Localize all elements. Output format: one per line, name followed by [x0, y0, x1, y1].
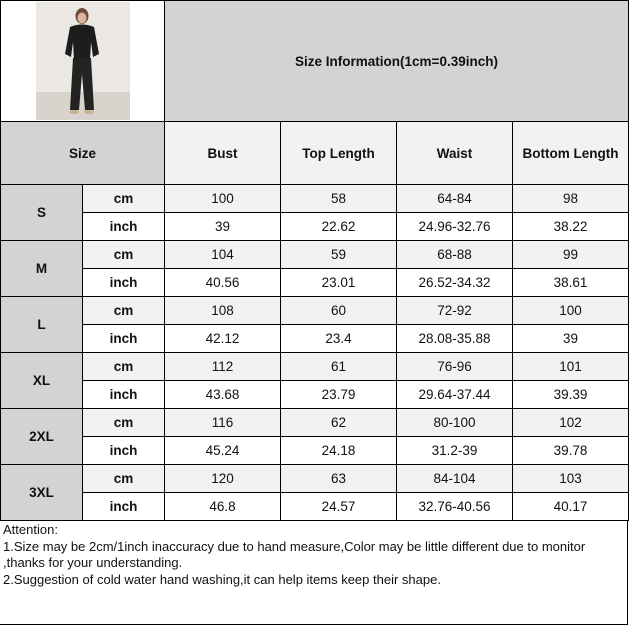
measurement-cell: 98: [513, 185, 629, 213]
measurement-cell: 116: [165, 409, 281, 437]
product-photo-cell: [1, 1, 165, 122]
size-row-cm: [1, 185, 629, 213]
product-photo: [36, 2, 130, 120]
measurement-cell: 39.39: [513, 381, 629, 409]
unit-label-cell: cm: [83, 465, 165, 493]
size-row-cm: [1, 297, 629, 325]
measurement-cell: 24.57: [281, 493, 397, 521]
size-name-cell: XL: [1, 353, 83, 409]
measurement-cell: 23.01: [281, 269, 397, 297]
measurement-cell: 31.2-39: [397, 437, 513, 465]
measurement-cell: 108: [165, 297, 281, 325]
size-row-inch: [1, 213, 629, 241]
size-row-inch: [1, 493, 629, 521]
unit-label-cell: cm: [83, 409, 165, 437]
size-row-cm: [1, 353, 629, 381]
measurement-cell: 64-84: [397, 185, 513, 213]
measurement-cell: 24.96-32.76: [397, 213, 513, 241]
measurement-cell: 59: [281, 241, 397, 269]
measurement-cell: 68-88: [397, 241, 513, 269]
measurement-cell: 100: [513, 297, 629, 325]
column-header-bottom-length: Bottom Length: [513, 122, 629, 185]
measurement-cell: 84-104: [397, 465, 513, 493]
size-name-cell: 3XL: [1, 465, 83, 521]
measurement-cell: 58: [281, 185, 397, 213]
size-row-inch: [1, 325, 629, 353]
measurement-cell: 112: [165, 353, 281, 381]
measurement-cell: 101: [513, 353, 629, 381]
measurement-cell: 60: [281, 297, 397, 325]
column-header-bust: Bust: [165, 122, 281, 185]
size-row-cm: [1, 241, 629, 269]
measurement-cell: 42.12: [165, 325, 281, 353]
measurement-cell: 45.24: [165, 437, 281, 465]
measurement-cell: 22.62: [281, 213, 397, 241]
unit-label-cell: cm: [83, 353, 165, 381]
measurement-cell: 39: [165, 213, 281, 241]
measurement-cell: 104: [165, 241, 281, 269]
measurement-cell: 32.76-40.56: [397, 493, 513, 521]
measurement-cell: 23.4: [281, 325, 397, 353]
measurement-cell: 23.79: [281, 381, 397, 409]
measurement-cell: 102: [513, 409, 629, 437]
measurement-cell: 39.78: [513, 437, 629, 465]
measurement-cell: 26.52-34.32: [397, 269, 513, 297]
notes-heading: Attention:: [3, 522, 58, 537]
size-name-cell: M: [1, 241, 83, 297]
unit-label-cell: cm: [83, 241, 165, 269]
column-header-waist: Waist: [397, 122, 513, 185]
measurement-cell: 100: [165, 185, 281, 213]
size-name-cell: L: [1, 297, 83, 353]
size-column-header: Size: [1, 122, 165, 185]
measurement-cell: 103: [513, 465, 629, 493]
size-name-cell: S: [1, 185, 83, 241]
measurement-cell: 120: [165, 465, 281, 493]
size-row-inch: [1, 437, 629, 465]
column-header-row: [1, 122, 629, 185]
attention-notes: [0, 520, 626, 624]
measurement-cell: 38.61: [513, 269, 629, 297]
measurement-cell: 28.08-35.88: [397, 325, 513, 353]
size-row-cm: [1, 465, 629, 493]
size-row-cm: [1, 409, 629, 437]
unit-label-cell: inch: [83, 381, 165, 409]
measurement-cell: 24.18: [281, 437, 397, 465]
unit-label-cell: inch: [83, 213, 165, 241]
column-header-top-length: Top Length: [281, 122, 397, 185]
size-name-cell: 2XL: [1, 409, 83, 465]
notes-line-1: 1.Size may be 2cm/1inch inaccuracy due to hand measure,Color may be little different due to monitor ,thanks for your understanding.: [3, 538, 589, 570]
measurement-cell: 61: [281, 353, 397, 381]
measurement-cell: 99: [513, 241, 629, 269]
size-row-inch: [1, 381, 629, 409]
measurement-cell: 72-92: [397, 297, 513, 325]
measurement-cell: 40.17: [513, 493, 629, 521]
size-row-inch: [1, 269, 629, 297]
measurement-cell: 29.64-37.44: [397, 381, 513, 409]
unit-label-cell: cm: [83, 185, 165, 213]
measurement-cell: 76-96: [397, 353, 513, 381]
measurement-cell: 38.22: [513, 213, 629, 241]
measurement-cell: 46.8: [165, 493, 281, 521]
model-figure-icon: [36, 2, 130, 120]
title-row: [1, 1, 629, 122]
unit-label-cell: inch: [83, 269, 165, 297]
measurement-cell: 80-100: [397, 409, 513, 437]
measurement-cell: 40.56: [165, 269, 281, 297]
measurement-cell: 62: [281, 409, 397, 437]
measurement-cell: 43.68: [165, 381, 281, 409]
measurement-cell: 63: [281, 465, 397, 493]
unit-label-cell: inch: [83, 493, 165, 521]
measurement-cell: 39: [513, 325, 629, 353]
unit-label-cell: cm: [83, 297, 165, 325]
unit-label-cell: inch: [83, 325, 165, 353]
unit-label-cell: inch: [83, 437, 165, 465]
notes-line-2: 2.Suggestion of cold water hand washing,it can help items keep their shape.: [3, 571, 441, 587]
chart-title: Size Information(1cm=0.39inch): [165, 1, 629, 122]
